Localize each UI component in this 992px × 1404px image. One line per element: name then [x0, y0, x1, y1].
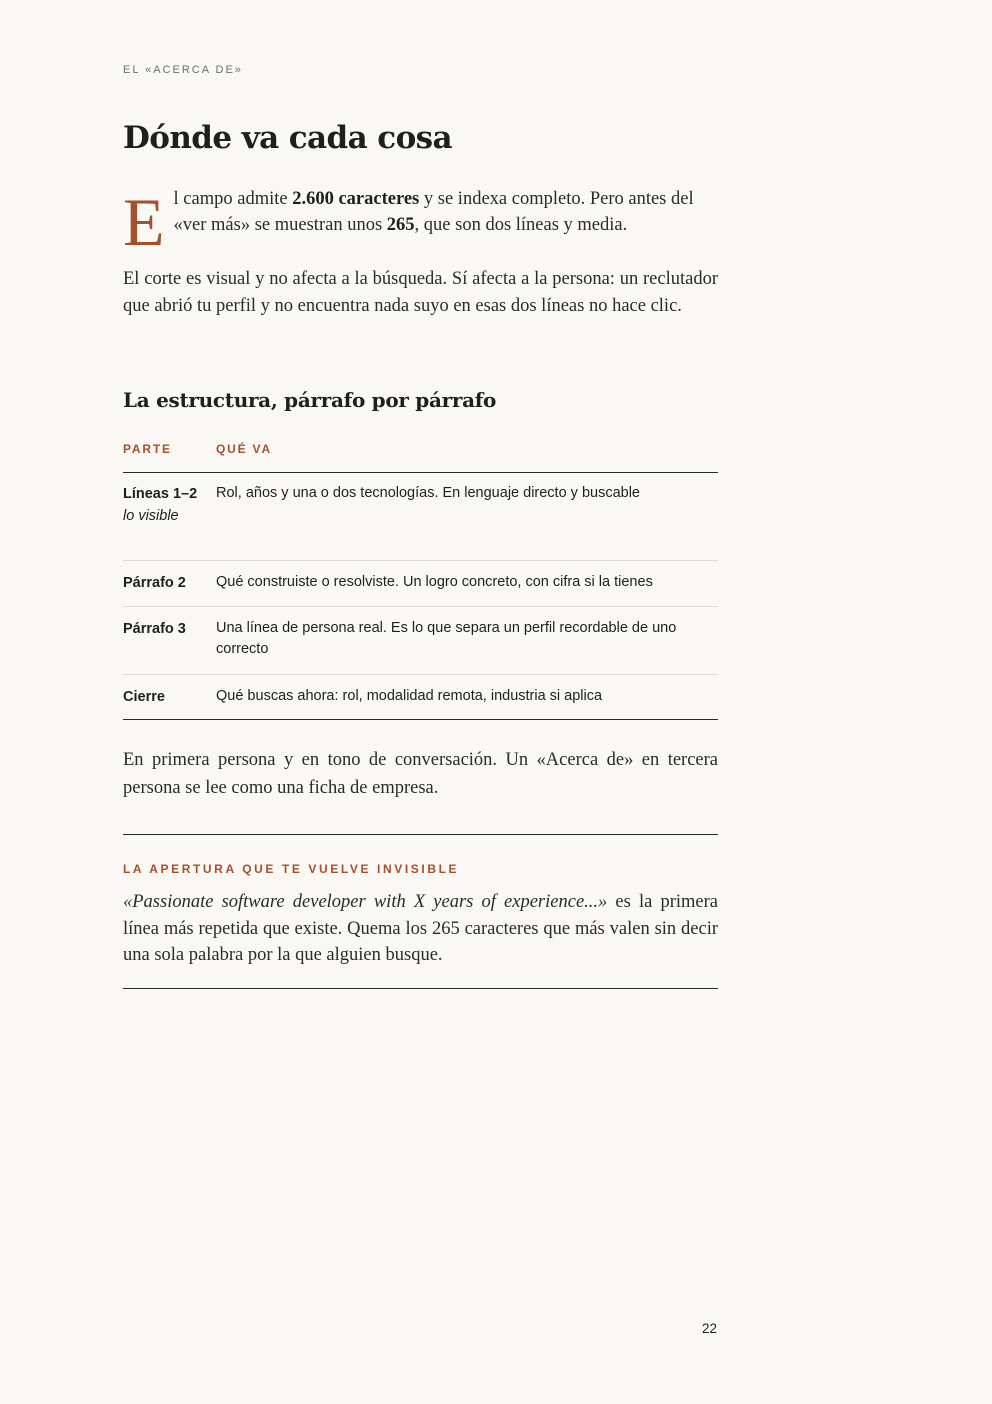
column-header-part: PARTE [123, 442, 172, 456]
structure-table [123, 442, 718, 720]
row-part [123, 483, 203, 560]
row-content: Qué buscas ahora: rol, modalidad remota, industria si aplica [216, 688, 603, 704]
row-part-label: Cierre [123, 689, 165, 705]
body-paragraph: El corte es visual y no afecta a la búsqueda. Sí afecta a la persona: un reclutador que abrió tu perfil y no encuentra nada suyo en esas dos líneas no hace clic. [123, 269, 718, 316]
callout-rest: es la primera línea más repetida que existe. Quema los 265 caracteres que más valen sin decir una sola palabra por la que alguien busque. [123, 892, 718, 965]
lead-text-3: , que son dos líneas y media. [414, 215, 628, 235]
row-part-label: Líneas 1–2 [123, 486, 198, 502]
callout-quote: «Passionate software developer with X years of experience...» [123, 892, 608, 912]
callout-bottom-rule [123, 988, 718, 989]
row-part-label: Párrafo 2 [123, 575, 186, 591]
table-row [123, 675, 718, 720]
running-header: EL «ACERCA DE» [123, 64, 243, 76]
callout-top-rule [123, 834, 718, 835]
lead-paragraph [123, 184, 718, 260]
table-header [123, 442, 718, 473]
row-part-label: Párrafo 3 [123, 621, 186, 637]
table-row [123, 607, 718, 675]
lead-text-2: y se indexa completo. Pero antes del «ver más» se muestran unos [173, 189, 694, 235]
body-paragraph-2: En primera persona y en tono de conversación. Un «Acerca de» en tercera persona se lee como una ficha de empresa. [123, 750, 718, 798]
callout-text [123, 889, 718, 969]
row-content: Una línea de persona real. Es lo que separa un perfil recordable de uno correcto [216, 620, 677, 657]
lead-bold-chars: 2.600 caracteres [292, 189, 420, 209]
section-title: La estructura, párrafo por párrafo [123, 388, 497, 412]
row-part-note: lo visible [123, 508, 179, 524]
callout-label: LA APERTURA QUE TE VUELVE INVISIBLE [123, 862, 460, 876]
table-row [123, 561, 718, 607]
row-content: Rol, años y una o dos tecnologías. En lenguaje directo y buscable [216, 485, 640, 501]
column-header-content: QUÉ VA [216, 442, 272, 456]
lead-bold-265: 265 [386, 215, 415, 235]
lead-text-1: l campo admite [173, 189, 293, 209]
page-number: 22 [702, 1321, 718, 1336]
table-row [123, 473, 718, 561]
drop-cap: E [123, 184, 165, 260]
page-title: Dónde va cada cosa [123, 120, 452, 156]
row-content: Qué construiste o resolviste. Un logro concreto, con cifra si la tienes [216, 574, 653, 590]
